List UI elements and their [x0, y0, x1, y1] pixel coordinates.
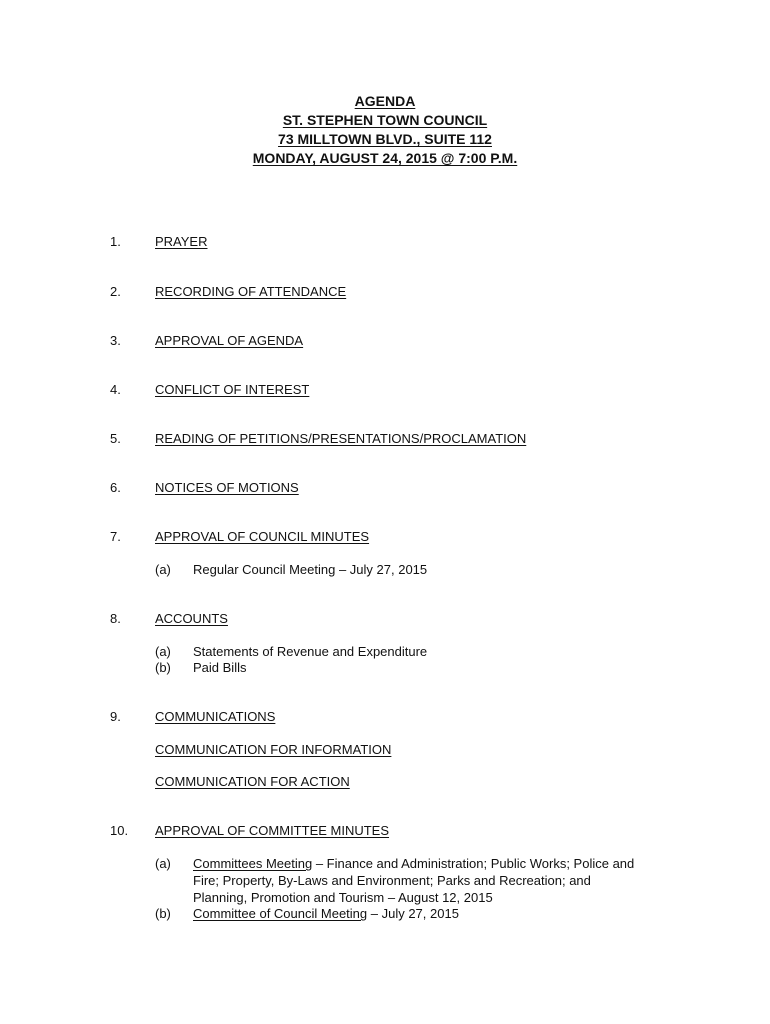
sub-item-letter: (b) — [155, 660, 171, 675]
sub-item-letter: (a) — [155, 856, 171, 871]
item-number: 2. — [110, 284, 121, 299]
item-number: 7. — [110, 529, 121, 544]
sub-item-text: Statements of Revenue and Expenditure — [193, 644, 428, 659]
item-number: 5. — [110, 431, 121, 446]
sub-item-link-text: Committee of Council Meeting — [193, 906, 368, 921]
item-title: NOTICES OF MOTIONS — [155, 480, 299, 495]
sub-item-letter: (a) — [155, 644, 171, 659]
item-number: 6. — [110, 480, 121, 495]
item-title: RECORDING OF ATTENDANCE — [155, 284, 347, 299]
item-title: READING OF PETITIONS/PRESENTATIONS/PROCLAMATION — [155, 431, 527, 446]
sub-item-detail: – July 27, 2015 — [367, 906, 459, 921]
item-number: 3. — [110, 333, 121, 348]
sub-item-link-text: Committees Meeting — [193, 856, 313, 871]
item-title: COMMUNICATIONS — [155, 709, 276, 724]
header-date-time: MONDAY, AUGUST 24, 2015 @ 7:00 P.M. — [252, 150, 518, 166]
item-number: 4. — [110, 382, 121, 397]
item-title: ACCOUNTS — [155, 611, 228, 626]
header-council-name: ST. STEPHEN TOWN COUNCIL — [282, 112, 488, 128]
sub-item-text: Paid Bills — [193, 660, 247, 675]
communication-for-information: COMMUNICATION FOR INFORMATION — [155, 742, 392, 757]
sub-item-text — [193, 855, 643, 906]
communication-for-action: COMMUNICATION FOR ACTION — [155, 774, 350, 789]
item-number: 1. — [110, 234, 121, 249]
header-address: 73 MILLTOWN BLVD., SUITE 112 — [278, 131, 492, 147]
item-title: APPROVAL OF COUNCIL MINUTES — [155, 529, 370, 544]
sub-item-detail: – Finance and Administration; Public Works; Police and Fire; Property, By-Laws and Environment; Parks and Recreation; and Planning, Promotion and Tourism – August 12, 2015 — [193, 856, 635, 905]
item-number: 8. — [110, 611, 121, 626]
agenda-header — [0, 92, 770, 168]
item-title: APPROVAL OF COMMITTEE MINUTES — [155, 823, 390, 838]
sub-item-text: Regular Council Meeting – July 27, 2015 — [193, 562, 428, 577]
item-title: CONFLICT OF INTEREST — [155, 382, 310, 397]
sub-item-letter: (a) — [155, 562, 171, 577]
item-title: PRAYER — [155, 234, 208, 249]
sub-item-letter: (b) — [155, 906, 171, 921]
header-title: AGENDA — [354, 93, 416, 109]
item-number: 10. — [110, 823, 129, 838]
sub-item-text — [193, 905, 643, 922]
item-number: 9. — [110, 709, 121, 724]
item-title: APPROVAL OF AGENDA — [155, 333, 304, 348]
